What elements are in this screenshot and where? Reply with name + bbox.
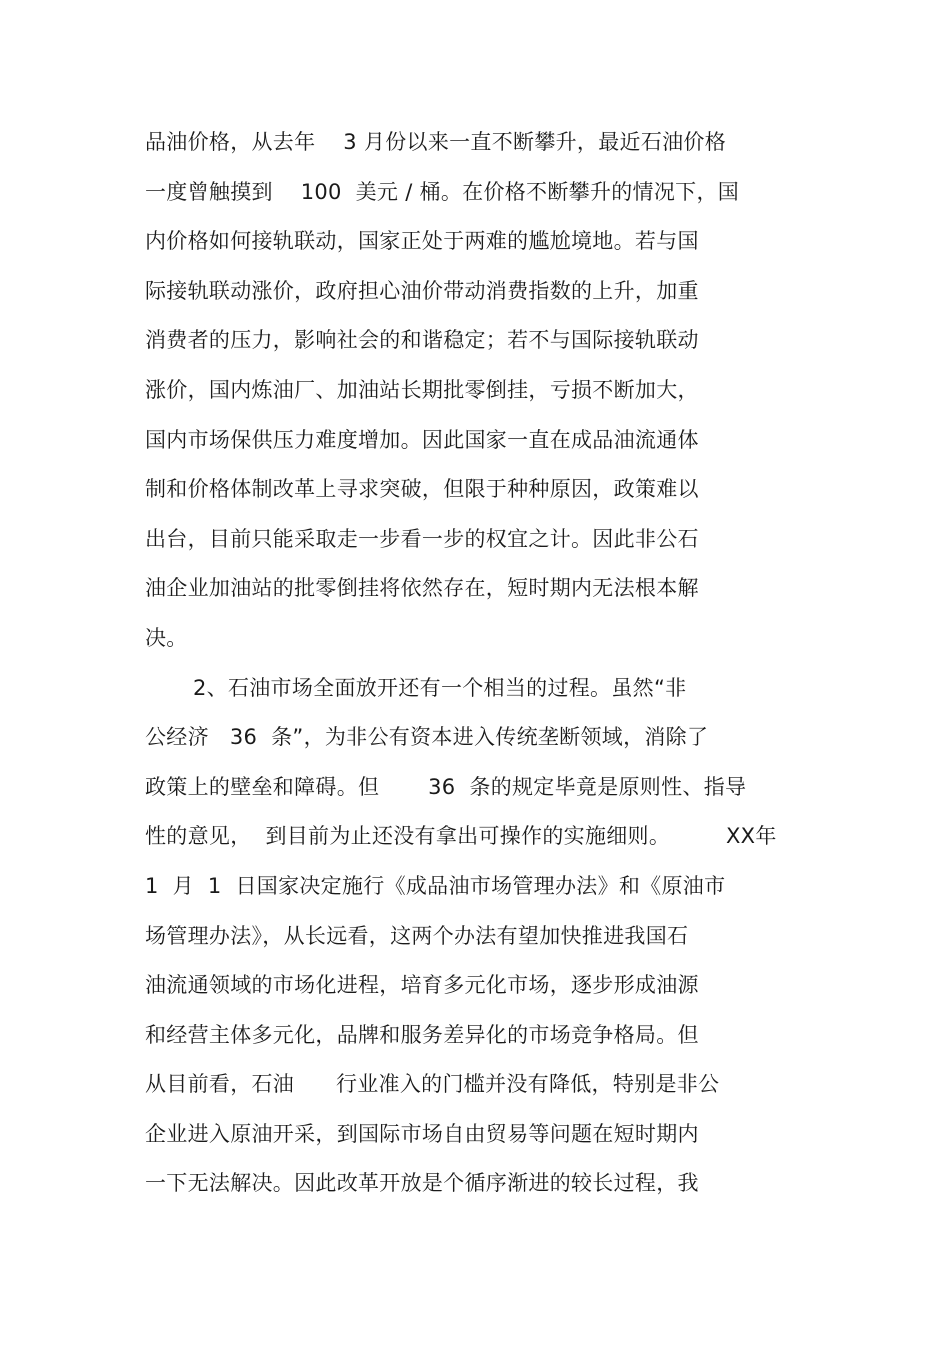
paragraph-1-line-9: 出台，目前只能采取走一步看一步的权宜之计。因此非公石 bbox=[145, 526, 699, 551]
paragraph-1-line-5: 消费者的压力，影响社会的和谐稳定；若不与国际接轨联动 bbox=[145, 328, 699, 353]
paragraph-1-line-4: 际接轨联动涨价，政府担心油价带动消费指数的上升，加重 bbox=[145, 278, 699, 303]
paragraph-2-line-2: 公经济 36 条”，为非公有资本进入传统垄断领域，消除了 bbox=[145, 725, 709, 750]
paragraph-2-line-9: 从目前看，石油 行业准入的门槛并没有降低，特别是非公 bbox=[145, 1072, 720, 1097]
paragraph-1-line-8: 制和价格体制改革上寻求突破，但限于种种原因，政策难以 bbox=[145, 477, 699, 502]
paragraph-1-line-1: 品油价格，从去年 3 月份以来一直不断攀升，最近石油价格 bbox=[145, 130, 727, 154]
paragraph-1-line-7: 国内市场保供压力难度增加。因此国家一直在成品油流通体 bbox=[145, 427, 699, 452]
paragraph-2-line-10: 企业进入原油开采，到国际市场自由贸易等问题在短时期内 bbox=[145, 1121, 699, 1146]
paragraph-1-line-6: 涨价，国内炼油厂、加油站长期批零倒挂，亏损不断加大， bbox=[145, 377, 699, 402]
paragraph-2-line-7: 油流通领域的市场化进程，培育多元化市场，逐步形成油源 bbox=[145, 973, 699, 998]
document-body bbox=[145, 125, 845, 1216]
paragraph-1-line-11: 决。 bbox=[145, 625, 188, 650]
paragraph-2-line-11: 一下无法解决。因此改革开放是个循序渐进的较长过程，我 bbox=[145, 1171, 699, 1196]
paragraph-2-line-3: 政策上的壁垒和障碍。但 36 条的规定毕竟是原则性、指导 bbox=[145, 774, 747, 799]
paragraph-1-line-2: 一度曾触摸到 100 美元 / 桶。在价格不断攀升的情况下，国 bbox=[145, 179, 740, 204]
paragraph-2-line-5: 1 月 1 日国家决定施行《成品油市场管理办法》和《原油市 bbox=[145, 873, 726, 898]
paragraph-1-line-3: 内价格如何接轨联动，国家正处于两难的尴尬境地。若与国 bbox=[145, 229, 699, 254]
paragraph-2-line-8: 和经营主体多元化，品牌和服务差异化的市场竞争格局。但 bbox=[145, 1022, 699, 1047]
paragraph-2-line-1: 2、石油市场全面放开还有一个相当的过程。虽然“非 bbox=[193, 675, 687, 700]
paragraph-2-line-6: 场管理办法》，从长远看，这两个办法有望加快推进我国石 bbox=[145, 923, 689, 948]
paragraph-2-line-4: 性的意见， 到目前为止还没有拿出可操作的实施细则。 XX年 bbox=[145, 824, 777, 849]
paragraph-1-line-10: 油企业加油站的批零倒挂将依然存在，短时期内无法根本解 bbox=[145, 576, 699, 601]
